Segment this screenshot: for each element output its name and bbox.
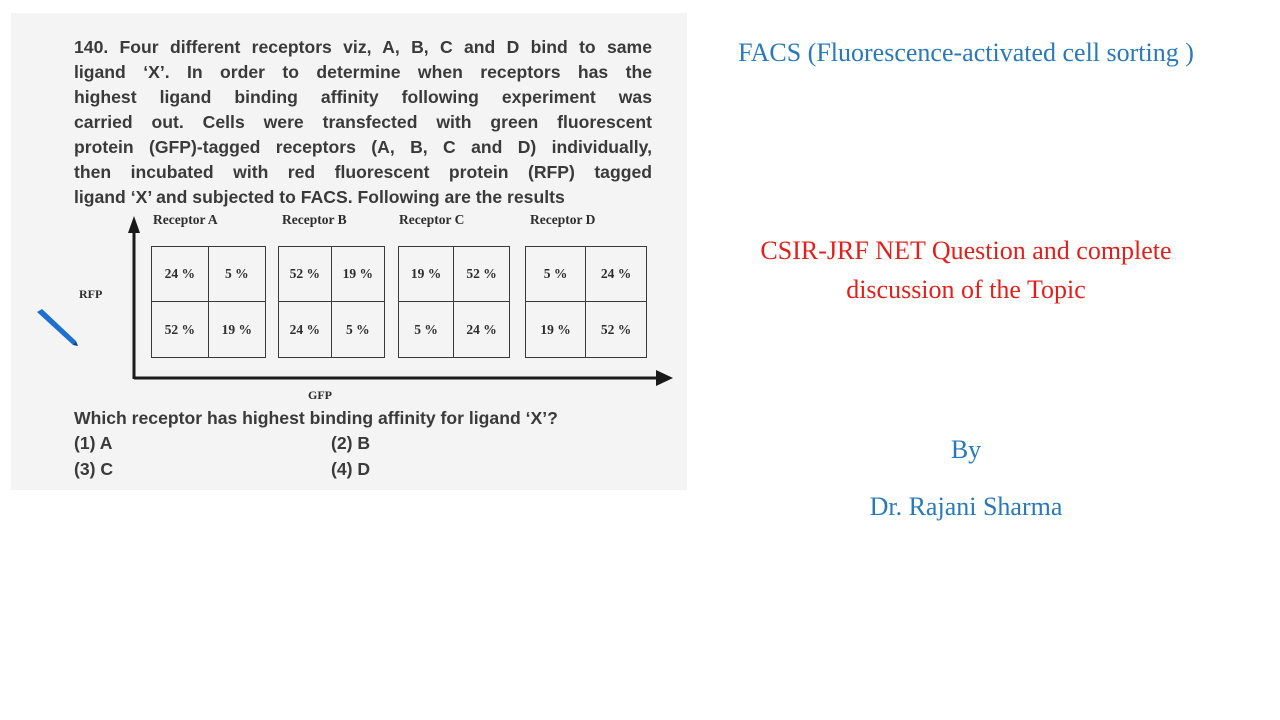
receptor-a-grid: [151, 246, 266, 358]
receptor-c-label: Receptor C: [399, 212, 465, 227]
question-line: protein (GFP)-tagged receptors (A, B, C and D) individually,: [74, 137, 652, 157]
option-2: (2) B: [331, 433, 371, 453]
quadrant-cell: 5 %: [526, 247, 586, 302]
receptor-b-label: Receptor B: [282, 212, 347, 227]
author-name: Dr. Rajani Sharma: [869, 492, 1063, 521]
question-line: ligand ‘X’. In order to determine when receptors has the: [74, 62, 652, 82]
subtitle-line: discussion of the Topic: [846, 275, 1086, 304]
receptor-b-grid: [278, 246, 385, 358]
x-axis-arrow: [656, 370, 673, 386]
quadrant-cell: 5 %: [399, 302, 454, 357]
quadrant-cell: 24 %: [586, 247, 646, 302]
quadrant-cell: 19 %: [332, 247, 385, 302]
quadrant-cell: 5 %: [209, 247, 266, 302]
quadrant-cell: 19 %: [526, 302, 586, 357]
quadrant-cell: 24 %: [279, 302, 332, 357]
receptor-d-label: Receptor D: [530, 212, 596, 227]
quadrant-cell: 52 %: [600, 321, 632, 337]
question-line: then incubated with red fluorescent protein (RFP) tagged: [74, 162, 652, 182]
quadrant-cell: 5 %: [345, 321, 370, 337]
slide-subtitle: [700, 231, 1232, 309]
slide-title: FACS (Fluorescence-activated cell sorting ): [738, 38, 1194, 67]
subtitle-line: CSIR-JRF NET Question and complete: [760, 236, 1172, 265]
question-line: 140. Four different receptors viz, A, B, C and D bind to same: [74, 37, 652, 57]
by-label: By: [950, 435, 982, 464]
receptor-c-grid: [398, 246, 510, 358]
x-axis-label: GFP: [308, 388, 332, 402]
y-axis-arrow: [128, 216, 140, 233]
quadrant-cell: 19 %: [399, 247, 454, 302]
y-axis-label: RFP: [79, 287, 103, 301]
quadrant-cell: 52 %: [152, 302, 209, 357]
quadrant-cell: 52 %: [454, 247, 509, 302]
option-3: (3) C: [74, 459, 114, 479]
option-1: (1) A: [74, 433, 113, 453]
question-line: highest ligand binding affinity following experiment was: [74, 87, 652, 107]
quadrant-cell: 52 %: [279, 247, 332, 302]
question-image: [11, 13, 687, 490]
receptor-a-label: Receptor A: [153, 212, 218, 227]
quadrant-cell: 24 %: [466, 321, 497, 337]
receptor-d-grid: [525, 246, 647, 358]
question-line: ligand ‘X’ and subjected to FACS. Following are the results: [74, 187, 565, 207]
question-ask: Which receptor has highest binding affinity for ligand ‘X’?: [74, 408, 558, 428]
option-4: (4) D: [331, 459, 371, 479]
question-line: carried out. Cells were transfected with green fluorescent: [74, 112, 652, 132]
quadrant-cell: 19 %: [221, 321, 252, 337]
pen-cursor-icon: [34, 307, 80, 349]
quadrant-cell: 24 %: [152, 247, 209, 302]
